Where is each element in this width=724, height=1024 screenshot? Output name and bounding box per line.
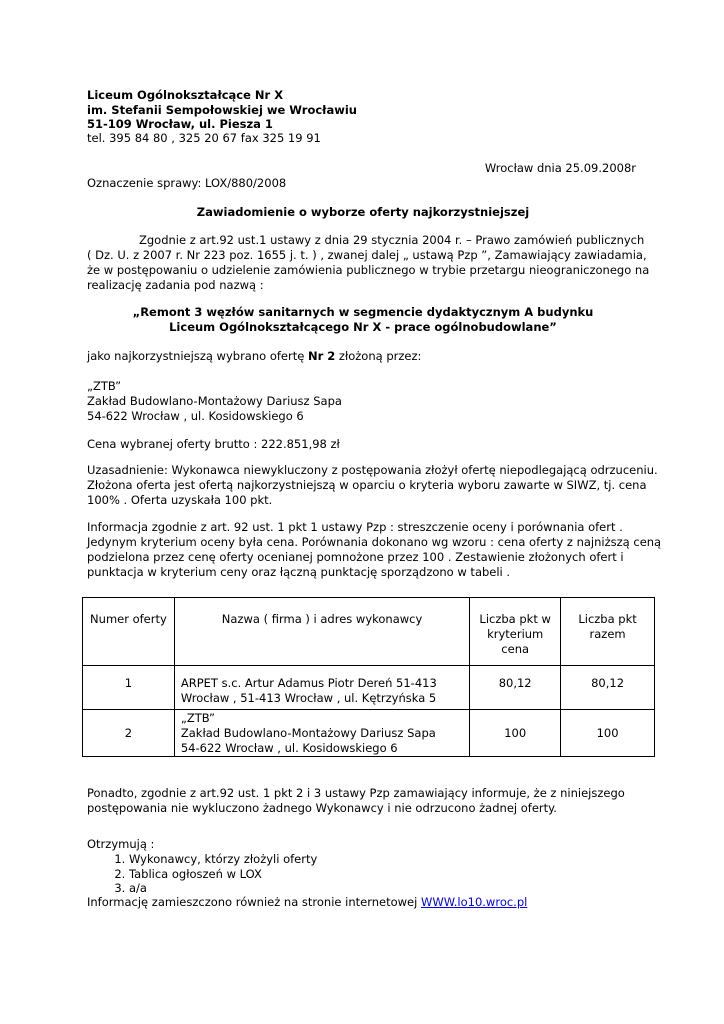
task-name-line: Liceum Ogólnokształcącego Nr X - prace ogólnobudowlane” <box>169 320 557 334</box>
cell-offer-number: 1 <box>83 666 175 710</box>
further-line: Ponadto, zgodnie z art.92 ust. 1 pkt 2 i 3 ustawy Pzp zamawiający informuje, że z niniejszego <box>87 786 625 800</box>
offers-table <box>82 597 655 757</box>
header-contractor: Nazwa ( firma ) i adres wykonawcy <box>174 598 469 666</box>
winner-line: 54-622 Wrocław , ul. Kosidowskiego 6 <box>87 409 304 423</box>
chosen-offer-number: Nr 2 <box>307 349 336 363</box>
website-line <box>87 895 527 910</box>
winner-line: „ZTB” <box>87 379 122 393</box>
intro-line: że w postępowaniu o udzielenie zamówienia publicznego w trybie przetargu nieograniczonego na <box>87 263 650 277</box>
info-line: Informacja zgodnie z art. 92 ust. 1 pkt 1 ustawy Pzp : streszczenie oceny i porównania ofert . <box>87 520 623 534</box>
cell-total-points: 100 <box>561 710 655 757</box>
header-criterion-line: Liczba pkt w <box>479 612 551 626</box>
contractor-line: Wrocław , 51-413 Wrocław , ul. Kętrzyńska 5 <box>180 691 437 705</box>
header-total-line: Liczba pkt <box>578 612 637 626</box>
further-paragraph <box>87 786 625 816</box>
justification-line: Złożona oferta jest ofertą najkorzystniejszą w oparciu o kryteria wyboru zawarte w SIWZ, tj. cena <box>87 478 647 492</box>
school-address: 51-109 Wrocław, ul. Piesza 1 <box>87 117 273 131</box>
chosen-offer-line <box>87 349 421 364</box>
info-line: podzielona przez cenę oferty ocenianej pomnożone przez 100 . Zestawienie złożonych ofert i <box>87 550 624 564</box>
further-line: postępowania nie wykluczono żadnego Wykonawcy i nie odrzucono żadnej oferty. <box>87 801 557 815</box>
justification-paragraph <box>87 463 658 508</box>
header-offer-number: Numer oferty <box>83 598 175 666</box>
contractor-line: 54-622 Wrocław , ul. Kosidowskiego 6 <box>180 741 398 755</box>
recipient-item: 3. a/a <box>129 881 317 896</box>
contractor-line: Zakład Budowlano-Montażowy Dariusz Sapa <box>180 726 436 740</box>
recipient-item: 2. Tablica ogłoszeń w LOX <box>129 867 317 882</box>
header-total-line: razem <box>589 627 626 641</box>
contractor-line: „ZTB” <box>180 711 215 725</box>
justification-line: Uzasadnienie: Wykonawca niewykluczony z postępowania złożył ofertę niepodlegającą odrzuceniu. <box>87 463 658 477</box>
document-title: Zawiadomienie o wyborze oferty najkorzystniejszej <box>196 205 530 219</box>
task-name-line: „Remont 3 węzłów sanitarnych w segmencie dydaktycznym A budynku <box>132 305 594 319</box>
cell-contractor <box>174 666 469 710</box>
recipients-list <box>87 852 317 896</box>
cell-total-points: 80,12 <box>561 666 655 710</box>
cell-offer-number: 2 <box>83 710 175 757</box>
recipients-label: Otrzymują : <box>87 837 155 851</box>
winner-line: Zakład Budowlano-Montażowy Dariusz Sapa <box>87 394 342 408</box>
table-row <box>83 666 655 710</box>
intro-paragraph <box>87 233 650 293</box>
cell-criterion-points: 100 <box>470 710 561 757</box>
winner-block <box>87 379 342 424</box>
header-criterion-points <box>470 598 561 666</box>
info-line: punktacja w kryterium ceny oraz łączną punktację sporządzono w tabeli . <box>87 565 511 579</box>
chosen-suffix: złożoną przez: <box>335 349 422 363</box>
justification-line: 100% . Oferta uzyskała 100 pkt. <box>87 493 273 507</box>
task-name <box>87 305 639 335</box>
website-link[interactable]: WWW.lo10.wroc.pl <box>420 895 528 909</box>
place-date: Wrocław dnia 25.09.2008r <box>484 161 636 175</box>
price-line: Cena wybranej oferty brutto : 222.851,98 zł <box>87 437 340 451</box>
header-criterion-line: kryterium <box>487 627 544 641</box>
info-line: Jedynym kryterium oceny była cena. Porównania dokonano wg wzoru : cena oferty z najniższą ceną <box>87 535 662 549</box>
table-header-row <box>83 598 655 666</box>
header-total-points <box>561 598 655 666</box>
table-row <box>83 710 655 757</box>
website-text: Informację zamieszczono również na stronie internetowej <box>87 895 421 909</box>
recipients-list-wrap <box>87 852 317 896</box>
case-reference: Oznaczenie sprawy: LOX/880/2008 <box>87 176 287 190</box>
school-name: Liceum Ogólnokształcące Nr X <box>87 88 284 102</box>
school-patron: im. Stefanii Sempołowskiej we Wrocławiu <box>87 103 357 117</box>
contractor-line: ARPET s.c. Artur Adamus Piotr Dereń 51-413 <box>180 676 437 690</box>
info-paragraph <box>87 520 661 580</box>
intro-line: realizację zadania pod nazwą : <box>87 278 264 292</box>
cell-criterion-points: 80,12 <box>470 666 561 710</box>
intro-line: ( Dz. U. z 2007 r. Nr 223 poz. 1655 j. t. ) , zwanej dalej „ ustawą Pzp ”, Zamawiający zawiadamia, <box>87 248 647 262</box>
school-phones: tel. 395 84 80 , 325 20 67 fax 325 19 91 <box>87 131 321 145</box>
header-criterion-line: cena <box>501 642 530 656</box>
chosen-prefix: jako najkorzystniejszą wybrano ofertę <box>87 349 308 363</box>
recipient-item: 1. Wykonawcy, którzy złożyli oferty <box>129 852 317 867</box>
intro-line: Zgodnie z art.92 ust.1 ustawy z dnia 29 stycznia 2004 r. – Prawo zamówień publicznych <box>139 233 645 247</box>
cell-contractor <box>174 710 469 757</box>
